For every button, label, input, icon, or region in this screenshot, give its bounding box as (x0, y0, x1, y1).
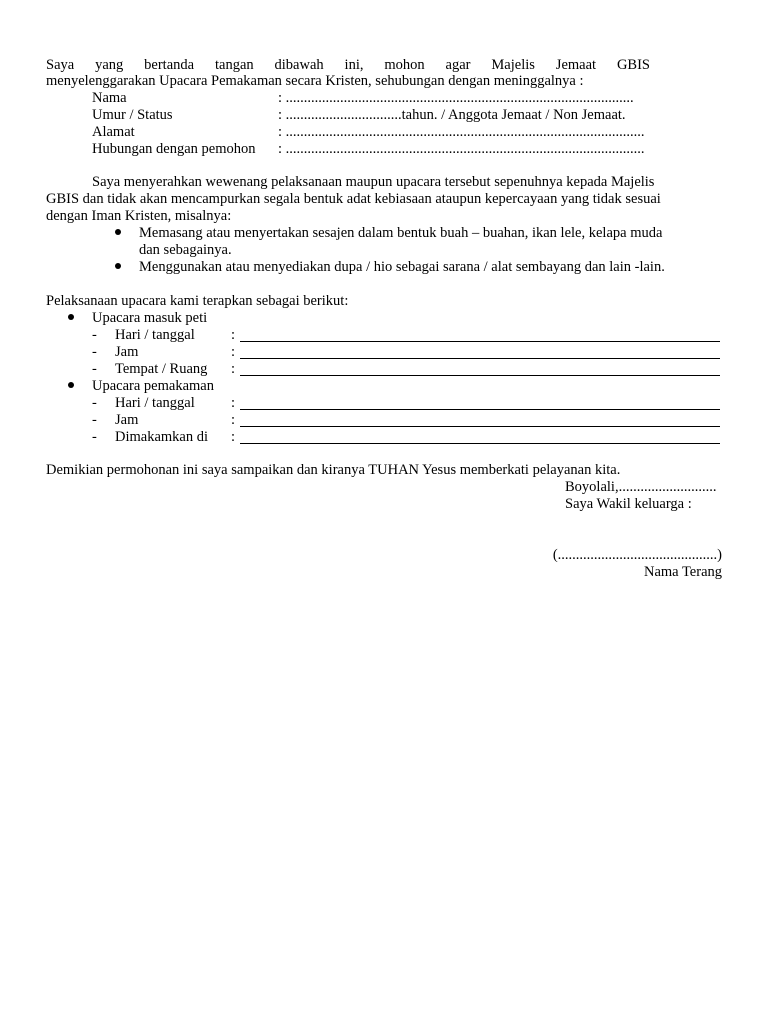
example-2-line-1: Menggunakan atau menyediakan dupa / hio sebagai sarana / alat sembayang dan lain -lain. (139, 259, 665, 275)
fill-line-dimakamkan-di[interactable] (240, 443, 720, 444)
row-dash: - (92, 327, 97, 343)
row-label-hari-tanggal: Hari / tanggal (115, 395, 195, 411)
row-dash: - (92, 395, 97, 411)
authority-line-3: dengan Iman Kristen, misalnya: (46, 208, 232, 224)
signature-caption: Nama Terang (643, 564, 722, 580)
section-title-masuk-peti: Upacara masuk peti (92, 310, 208, 326)
field-value-alamat[interactable]: : ................................................................................................... (278, 124, 645, 140)
fill-line-jam[interactable] (240, 426, 720, 427)
row-dash: - (92, 361, 97, 377)
authority-line-1: Saya menyerahkan wewenang pelaksanaan maupun upacara tersebut sepenuhnya kepada Majelis (92, 174, 655, 190)
bullet-icon (68, 314, 74, 320)
row-label-tempat-ruang: Tempat / Ruang (115, 361, 208, 377)
field-value-umur-status[interactable]: : ................................tahun. / Anggota Jemaat / Non Jemaat. (278, 107, 626, 123)
row-dash: - (92, 429, 97, 445)
bullet-icon (68, 382, 74, 388)
field-label-alamat: Alamat (92, 124, 135, 140)
row-colon: : (231, 344, 236, 360)
row-label-jam: Jam (115, 344, 139, 360)
intro-line-1: Saya yang bertanda tangan dibawah ini, mohon agar Majelis Jemaat GBIS (46, 57, 650, 73)
section-title-pemakaman: Upacara pemakaman (92, 378, 214, 394)
field-label-nama: Nama (92, 90, 127, 106)
signature-line[interactable]: (............................................) (552, 547, 722, 563)
fill-line-hari-tanggal[interactable] (240, 341, 720, 342)
row-colon: : (231, 327, 236, 343)
fill-line-hari-tanggal[interactable] (240, 409, 720, 410)
row-label-dimakamkan-di: Dimakamkan di (115, 429, 209, 445)
bullet-icon (115, 229, 121, 235)
row-colon: : (231, 412, 236, 428)
authority-line-2: GBIS dan tidak akan mencampurkan segala bentuk adat kebiasaan ataupun kepercayaan yang tidak sesuai (46, 191, 661, 207)
signer-role: Saya Wakil keluarga : (565, 496, 692, 512)
schedule-intro: Pelaksanaan upacara kami terapkan sebagai berikut: (46, 293, 349, 309)
row-colon: : (231, 429, 236, 445)
row-colon: : (231, 395, 236, 411)
example-1-line-2: dan sebagainya. (139, 242, 232, 258)
row-label-jam: Jam (115, 412, 139, 428)
fill-line-jam[interactable] (240, 358, 720, 359)
closing-text: Demikian permohonan ini saya sampaikan dan kiranya TUHAN Yesus memberkati pelayanan kita. (46, 462, 621, 478)
row-colon: : (231, 361, 236, 377)
example-1-line-1: Memasang atau menyertakan sesajen dalam bentuk buah – buahan, ikan lele, kelapa muda (139, 225, 663, 241)
place-date[interactable]: Boyolali,........................... (565, 479, 717, 495)
fill-line-tempat-ruang[interactable] (240, 375, 720, 376)
field-value-nama[interactable]: : ................................................................................................ (278, 90, 634, 106)
intro-line-2: menyelenggarakan Upacara Pemakaman secara Kristen, sehubungan dengan meninggalnya : (46, 73, 584, 89)
field-label-hubungan: Hubungan dengan pemohon (92, 141, 256, 157)
row-dash: - (92, 344, 97, 360)
bullet-icon (115, 263, 121, 269)
row-dash: - (92, 412, 97, 428)
field-label-umur-status: Umur / Status (92, 107, 173, 123)
row-label-hari-tanggal: Hari / tanggal (115, 327, 195, 343)
field-value-hubungan[interactable]: : ................................................................................................... (278, 141, 645, 157)
